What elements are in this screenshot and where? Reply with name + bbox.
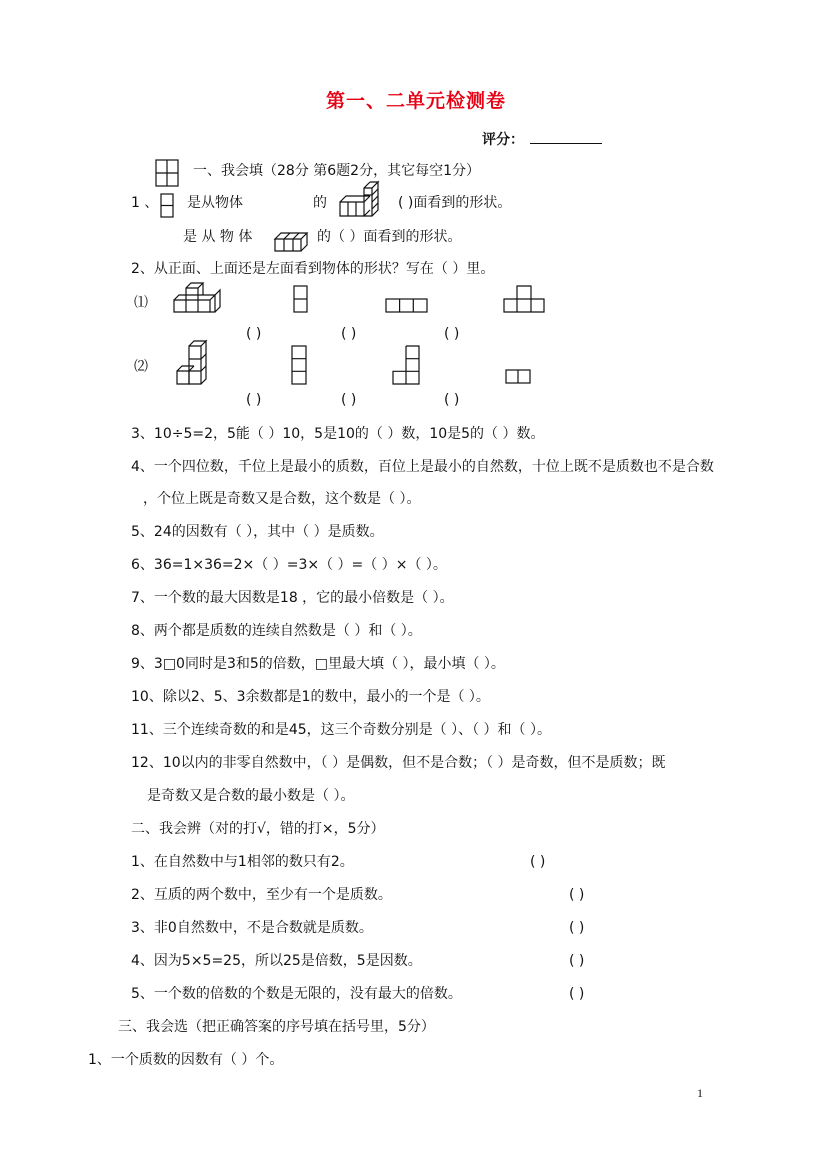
page-number: 1: [697, 1086, 703, 1100]
q1-text-e: 的（ ）面看到的形状。: [317, 229, 462, 245]
q2-blank-1-3[interactable]: ( ): [444, 326, 460, 342]
judge-item-5: 5、一个数的倍数的个数是无限的，没有最大的倍数。: [131, 986, 462, 1002]
q2-label-2: ⑵: [134, 359, 148, 375]
judge-item-2: 2、互质的两个数中，至少有一个是质数。: [131, 887, 392, 903]
judge-paren-5[interactable]: ( ): [569, 986, 585, 1002]
q3-text: 3、10÷5=2，5能（ ）10，5是10的（ ）数，10是5的（ ）数。: [131, 426, 545, 442]
two-square-column-icon: [161, 194, 173, 217]
choice-q1: 1、一个质数的因数有（ ）个。: [88, 1052, 284, 1068]
q1-number: 1 、: [131, 195, 159, 211]
grid-icon: [156, 160, 178, 186]
q1-text-c: ( )面看到的形状。: [398, 195, 512, 211]
q1-text-b: 的: [313, 195, 327, 211]
row2-view-b: [393, 346, 419, 384]
judge-item-3: 3、非0自然数中，不是合数就是质数。: [131, 920, 373, 936]
row2-3d-figure: [177, 341, 211, 384]
q12-text-line1: 12、10以内的非零自然数中，（ ）是偶数，但不是合数；（ ）是奇数，但不是质数；既: [131, 755, 666, 771]
score-label: 评分：: [482, 132, 524, 148]
q2-blank-2-2[interactable]: ( ): [341, 392, 357, 408]
q9-text: 9、3□0同时是3和5的倍数，□里最大填（ ），最小填（ ）。: [131, 656, 505, 672]
page-title: 第一、二单元检测卷: [326, 90, 507, 112]
q4-text-line2: ，个位上既是奇数又是合数，这个数是（ ）。: [143, 491, 421, 507]
judge-paren-1[interactable]: ( ): [530, 854, 546, 870]
score-blank[interactable]: [530, 129, 602, 144]
row2-view-c: [506, 370, 530, 383]
row2-view-a: [292, 346, 306, 384]
q2-label-1: ⑴: [134, 295, 148, 311]
judge-paren-2[interactable]: ( ): [569, 887, 585, 903]
q12-text-line2: 是奇数又是合数的最小数是（ ）。: [147, 788, 355, 804]
score-field: [482, 129, 602, 149]
q4-text-line1: 4、一个四位数，千位上是最小的质数，百位上是最小的自然数，十位上既不是质数也不是合数: [131, 459, 714, 475]
q11-text: 11、三个连续奇数的和是45，这三个奇数分别是（ ）、（ ）和（ ）。: [131, 722, 551, 738]
q2-blank-1-1[interactable]: ( ): [246, 326, 262, 342]
q6-text: 6、36=1×36=2×（ ）=3×（ ）=（ ）×（ ）。: [131, 557, 447, 573]
q2-blank-2-1[interactable]: ( ): [246, 392, 262, 408]
q2-text: 2、从正面、上面还是左面看到物体的形状？写在（ ）里。: [131, 261, 495, 277]
q2-blank-2-3[interactable]: ( ): [444, 392, 460, 408]
section1-header: 一、我会填（28分 第6题2分，其它每空1分）: [193, 163, 480, 179]
q2-blank-1-2[interactable]: ( ): [341, 326, 357, 342]
row1-view-c: [504, 286, 544, 312]
q1-text-d: 是 从 物 体: [183, 229, 253, 245]
row1-view-b: [386, 299, 427, 312]
row1-3d-figure: [174, 283, 220, 313]
cube-stack-figure: [340, 188, 380, 216]
q10-text: 10、除以2、5、3余数都是1的数中，最小的一个是（ ）。: [131, 689, 490, 705]
q8-text: 8、两个都是质数的连续自然数是（ ）和（ ）。: [131, 623, 422, 639]
judge-paren-3[interactable]: ( ): [569, 920, 585, 936]
q5-text: 5、24的因数有（ ），其中（ ）是质数。: [131, 524, 384, 540]
judge-item-4: 4、因为5×5=25，所以25是倍数，5是因数。: [131, 953, 422, 969]
section3-header: 三、我会选（把正确答案的序号填在括号里，5分）: [118, 1019, 435, 1035]
q1-text-a: 是从物体: [187, 195, 243, 211]
q7-text: 7、一个数的最大因数是18 ，它的最小倍数是（ ）。: [131, 590, 454, 606]
row1-view-a: [294, 286, 307, 312]
two-cube-figure: [275, 231, 307, 251]
judge-paren-4[interactable]: ( ): [569, 953, 585, 969]
section2-header: 二、我会辨（对的打√，错的打×，5分）: [131, 821, 385, 837]
judge-item-1: 1、在自然数中与1相邻的数只有2。: [131, 854, 354, 870]
